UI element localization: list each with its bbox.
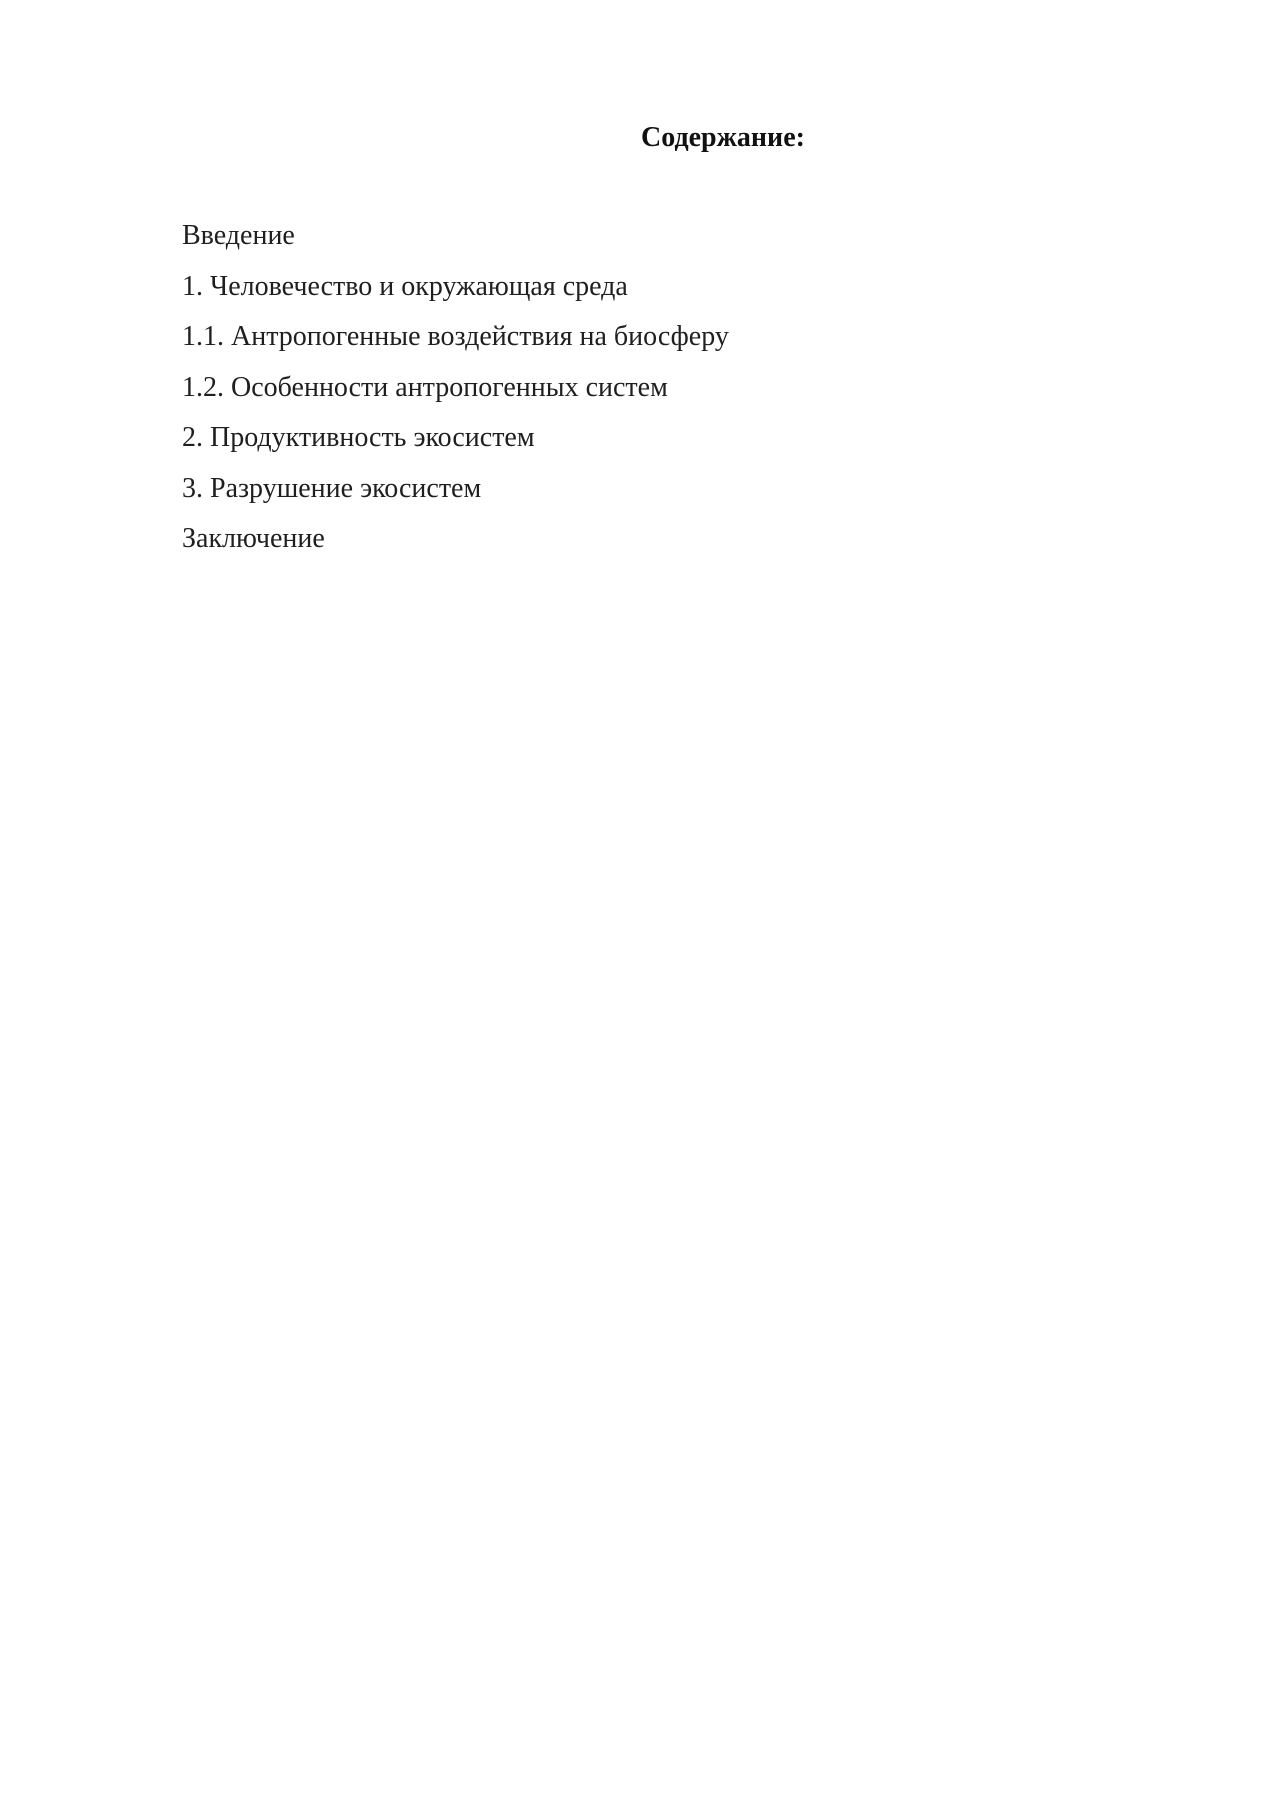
toc-title: Содержание: <box>641 122 805 153</box>
toc-item-chapter-2: 2. Продуктивность экосистем <box>182 422 535 453</box>
toc-item-conclusion: Заключение <box>182 523 325 554</box>
toc-item-section-1-1: 1.1. Антропогенные воздействия на биосферу <box>182 321 729 352</box>
toc-item-section-1-2: 1.2. Особенности антропогенных систем <box>182 371 668 403</box>
toc-item-chapter-1: 1. Человечество и окружающая среда <box>182 270 628 302</box>
toc-list <box>182 211 729 565</box>
toc-item-chapter-3: 3. Разрушение экосистем <box>182 472 482 504</box>
toc-item-introduction: Введение <box>182 220 295 251</box>
